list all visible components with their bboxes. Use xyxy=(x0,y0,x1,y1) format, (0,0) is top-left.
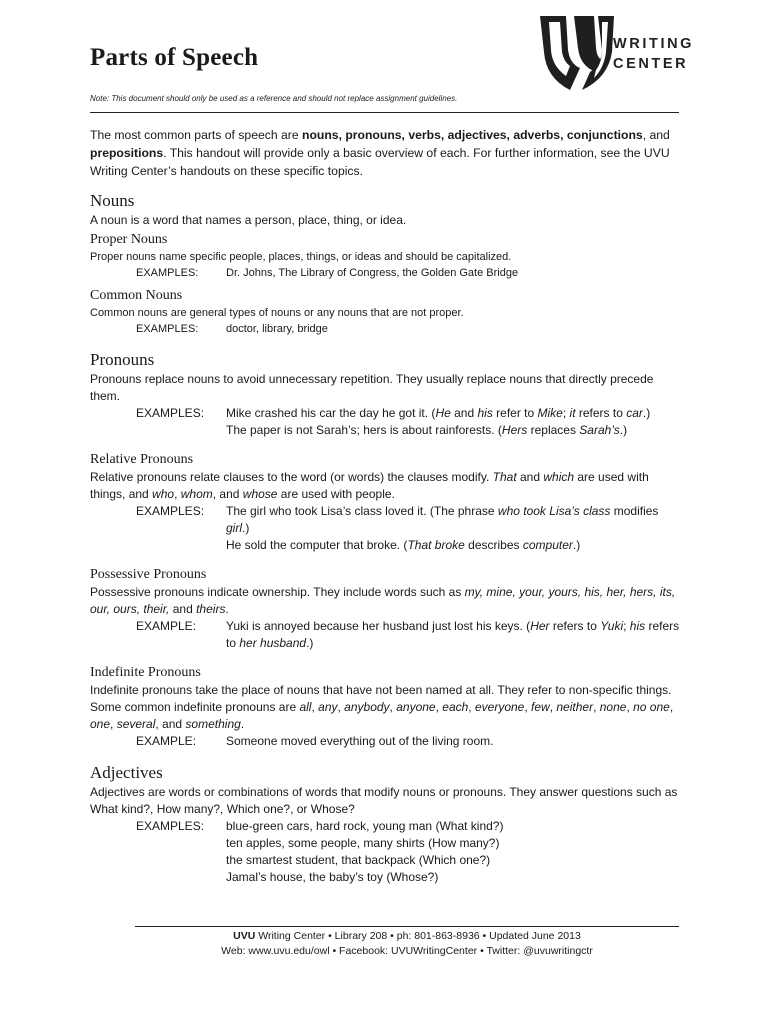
proper-nouns-examples: EXAMPLES: Dr. Johns, The Library of Congress, the Golden Gate Bridge xyxy=(90,265,680,281)
footer-line-1: UVU Writing Center • Library 208 • ph: 801-863-8936 • Updated June 2013 xyxy=(233,930,581,942)
adjectives-example-4: Jamal’s house, the baby’s toy (Whose?) xyxy=(226,870,439,884)
footer-line-2: Web: www.uvu.edu/owl • Facebook: UVUWritingCenter • Twitter: @uvuwritingctr xyxy=(221,945,593,957)
uvu-logo-icon xyxy=(536,12,706,92)
pronouns-example-1: EXAMPLES: Mike crashed his car the day he got it. (He and his refer to Mike; it refers to car.) xyxy=(90,405,680,422)
proper-nouns-text: Proper nouns name specific people, places, things, or ideas and should be capitalized. xyxy=(90,251,512,263)
logo-text-writing: WRITING xyxy=(613,36,695,52)
page-title: Parts of Speech xyxy=(90,44,259,71)
relative-example-1: EXAMPLES: The girl who took Lisa’s class loved it. (The phrase who took Lisa’s class modifies girl.) xyxy=(90,503,680,537)
document-body xyxy=(90,126,680,886)
pronouns-example-2: The paper is not Sarah’s; hers is about rainforests. (Hers replaces Sarah’s.) xyxy=(226,423,628,437)
adjectives-example-3: the smartest student, that backpack (Which one?) xyxy=(226,853,491,867)
subheading-indefinite-pronouns: Indefinite Pronouns xyxy=(90,665,201,680)
subheading-relative-pronouns: Relative Pronouns xyxy=(90,452,194,467)
footer-divider xyxy=(135,926,679,927)
nouns-definition: A noun is a word that names a person, place, thing, or idea. xyxy=(90,213,407,227)
adjectives-definition: Adjectives are words or combinations of words that modify nouns or pronouns. They answer questions such as What kind?, How many?, Which one?, or Whose? xyxy=(90,785,678,816)
adjectives-example-2: ten apples, some people, many shirts (How many?) xyxy=(226,836,500,850)
example-label: EXAMPLE: xyxy=(136,619,197,633)
section-heading-adjectives: Adjectives xyxy=(90,763,163,782)
subheading-common-nouns: Common Nouns xyxy=(90,288,183,303)
relative-pronouns-definition: Relative pronouns relate clauses to the word (or words) the clauses modify. That and which are used with things, and who, whom, and whose are used with people. xyxy=(90,470,649,501)
possessive-example-1: EXAMPLE: Yuki is annoyed because her husband just lost his keys. (Her refers to Yuki; his refers to her husband.) xyxy=(90,618,680,652)
subheading-proper-nouns: Proper Nouns xyxy=(90,232,168,247)
examples-label: EXAMPLES: xyxy=(136,267,199,279)
common-nouns-examples: EXAMPLES: doctor, library, bridge xyxy=(90,321,680,337)
pronouns-definition: Pronouns replace nouns to avoid unnecessary repetition. They usually replace nouns that directly precede them. xyxy=(90,372,654,403)
logo-text-center: CENTER xyxy=(613,56,689,72)
examples-label: EXAMPLES: xyxy=(136,504,205,518)
possessive-pronouns-definition: Possessive pronouns indicate ownership. They include words such as my, mine, your, yours, his, her, hers, its, our, ours, their, and theirs. xyxy=(90,585,676,616)
header-divider xyxy=(90,112,679,113)
indefinite-pronouns-definition: Indefinite pronouns take the place of nouns that have not been named at all. They refer to non-specific things. Some common indefinite pronouns are all, any, anybody, anyone, each, everyone, few, neither, none, no one, one, several, and something. xyxy=(90,683,674,731)
common-nouns-text: Common nouns are general types of nouns or any nouns that are not proper. xyxy=(90,307,464,319)
adjectives-example-1: EXAMPLES: blue-green cars, hard rock, young man (What kind?) xyxy=(90,818,680,835)
page-footer xyxy=(135,929,679,959)
indefinite-example-1: EXAMPLE: Someone moved everything out of the living room. xyxy=(90,733,680,750)
usage-note: Note: This document should only be used as a reference and should not replace assignment guidelines. xyxy=(90,94,458,103)
relative-example-2: He sold the computer that broke. (That broke describes computer.) xyxy=(226,538,581,552)
examples-label: EXAMPLES: xyxy=(136,406,205,420)
intro-paragraph: The most common parts of speech are nouns, pronouns, verbs, adjectives, adverbs, conjunctions, and prepositions. This handout will provide only a basic overview of each. For further information, see the UVU Writing Center’s handouts on these specific topics. xyxy=(90,128,670,178)
examples-label: EXAMPLES: xyxy=(136,323,199,335)
example-label: EXAMPLE: xyxy=(136,734,197,748)
section-heading-pronouns: Pronouns xyxy=(90,350,155,369)
subheading-possessive-pronouns: Possessive Pronouns xyxy=(90,567,207,582)
examples-label: EXAMPLES: xyxy=(136,819,205,833)
section-heading-nouns: Nouns xyxy=(90,191,135,210)
